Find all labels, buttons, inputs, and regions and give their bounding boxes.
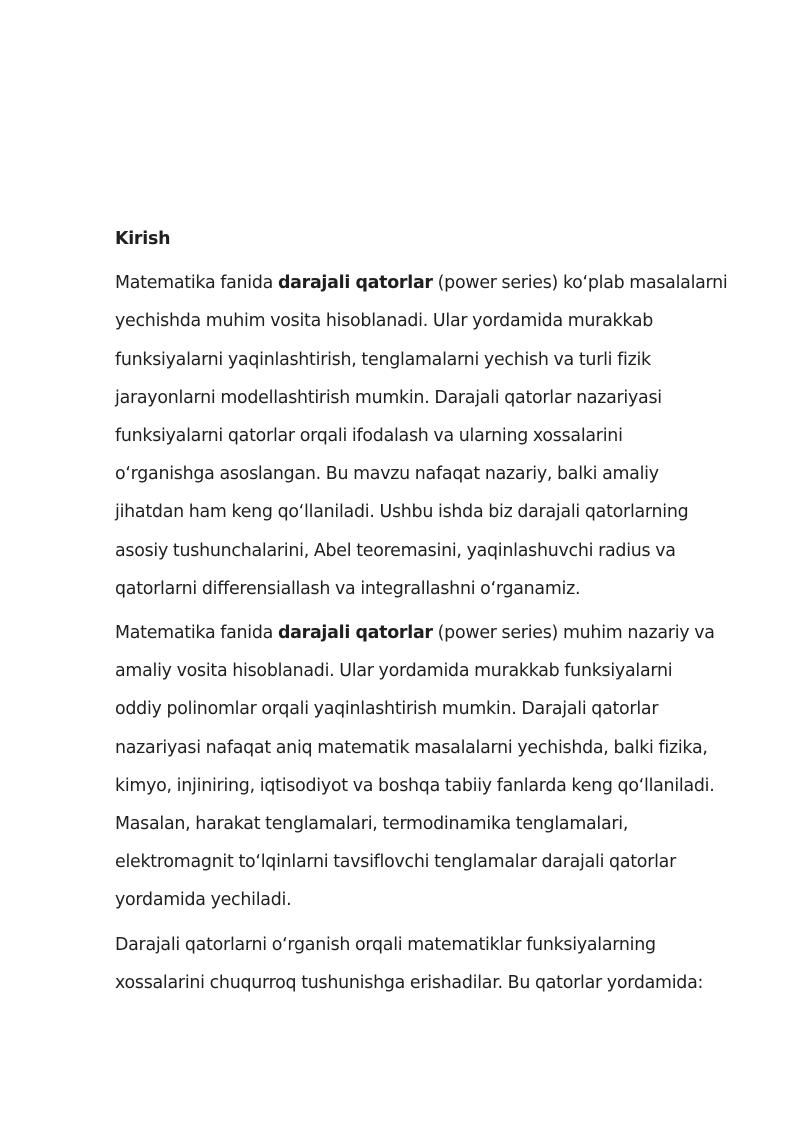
paragraph-1-line: funksiyalarni qatorlar orqali ifodalash va ularning xossalarini — [115, 426, 623, 447]
paragraph-2-line: yordamida yechiladi. — [115, 890, 292, 911]
paragraph-2-line: kimyo, injiniring, iqtisodiyot va boshqa tabiiy fanlarda keng qo‘llaniladi. — [115, 775, 715, 796]
paragraph-1-line-1 — [115, 264, 755, 302]
paragraph-2 — [115, 614, 755, 920]
paragraph-2-line: Masalan, harakat tenglamalari, termodinamika tenglamalari, — [115, 814, 629, 835]
paragraph-3-line: xossalarini chuqurroq tushunishga erishadilar. Bu qatorlar yordamida: — [115, 972, 704, 993]
bold-term: darajali qatorlar — [277, 273, 433, 294]
bold-term: darajali qatorlar — [277, 623, 433, 644]
text-run: Matematika fanida — [115, 273, 278, 294]
section-heading: Kirish — [115, 229, 171, 249]
paragraph-1-line: jarayonlarni modellashtirish mumkin. Darajali qatorlar nazariyasi — [115, 387, 662, 408]
paragraph-2-line: amaliy vosita hisoblanadi. Ular yordamida murakkab funksiyalarni — [115, 661, 673, 682]
text-run: (power series) ko‘plab masalalarni — [432, 273, 728, 294]
paragraph-1-line: yechishda muhim vosita hisoblanadi. Ular yordamida murakkab — [115, 311, 654, 332]
paragraph-2-line: nazariyasi nafaqat aniq matematik masalalarni yechishda, balki fizika, — [115, 737, 708, 758]
paragraph-1-line: qatorlarni differensiallash va integrallashni o‘rganamiz. — [115, 578, 581, 599]
paragraph-2-line: elektromagnit to‘lqinlarni tavsiflovchi tenglamalar darajali qatorlar — [115, 852, 676, 873]
paragraph-2-line: oddiy polinomlar orqali yaqinlashtirish mumkin. Darajali qatorlar — [115, 699, 659, 720]
text-run: (power series) muhim nazariy va — [432, 623, 715, 644]
paragraph-3 — [115, 926, 755, 1002]
paragraph-1-line: o‘rganishga asoslangan. Bu mavzu nafaqat nazariy, balki amaliy — [115, 464, 659, 485]
paragraph-1-line: asosiy tushunchalarini, Abel teoremasini, yaqinlashuvchi radius va — [115, 540, 676, 561]
text-run: Matematika fanida — [115, 623, 278, 644]
paragraph-2-line-1 — [115, 614, 755, 652]
paragraph-1 — [115, 264, 755, 608]
paragraph-1-line: jihatdan ham keng qo‘llaniladi. Ushbu ishda biz darajali qatorlarning — [115, 502, 689, 523]
paragraph-1-line: funksiyalarni yaqinlashtirish, tenglamalarni yechish va turli fizik — [115, 349, 651, 370]
document-body — [115, 220, 755, 1008]
paragraph-3-line: Darajali qatorlarni o‘rganish orqali matematiklar funksiyalarning — [115, 934, 656, 955]
